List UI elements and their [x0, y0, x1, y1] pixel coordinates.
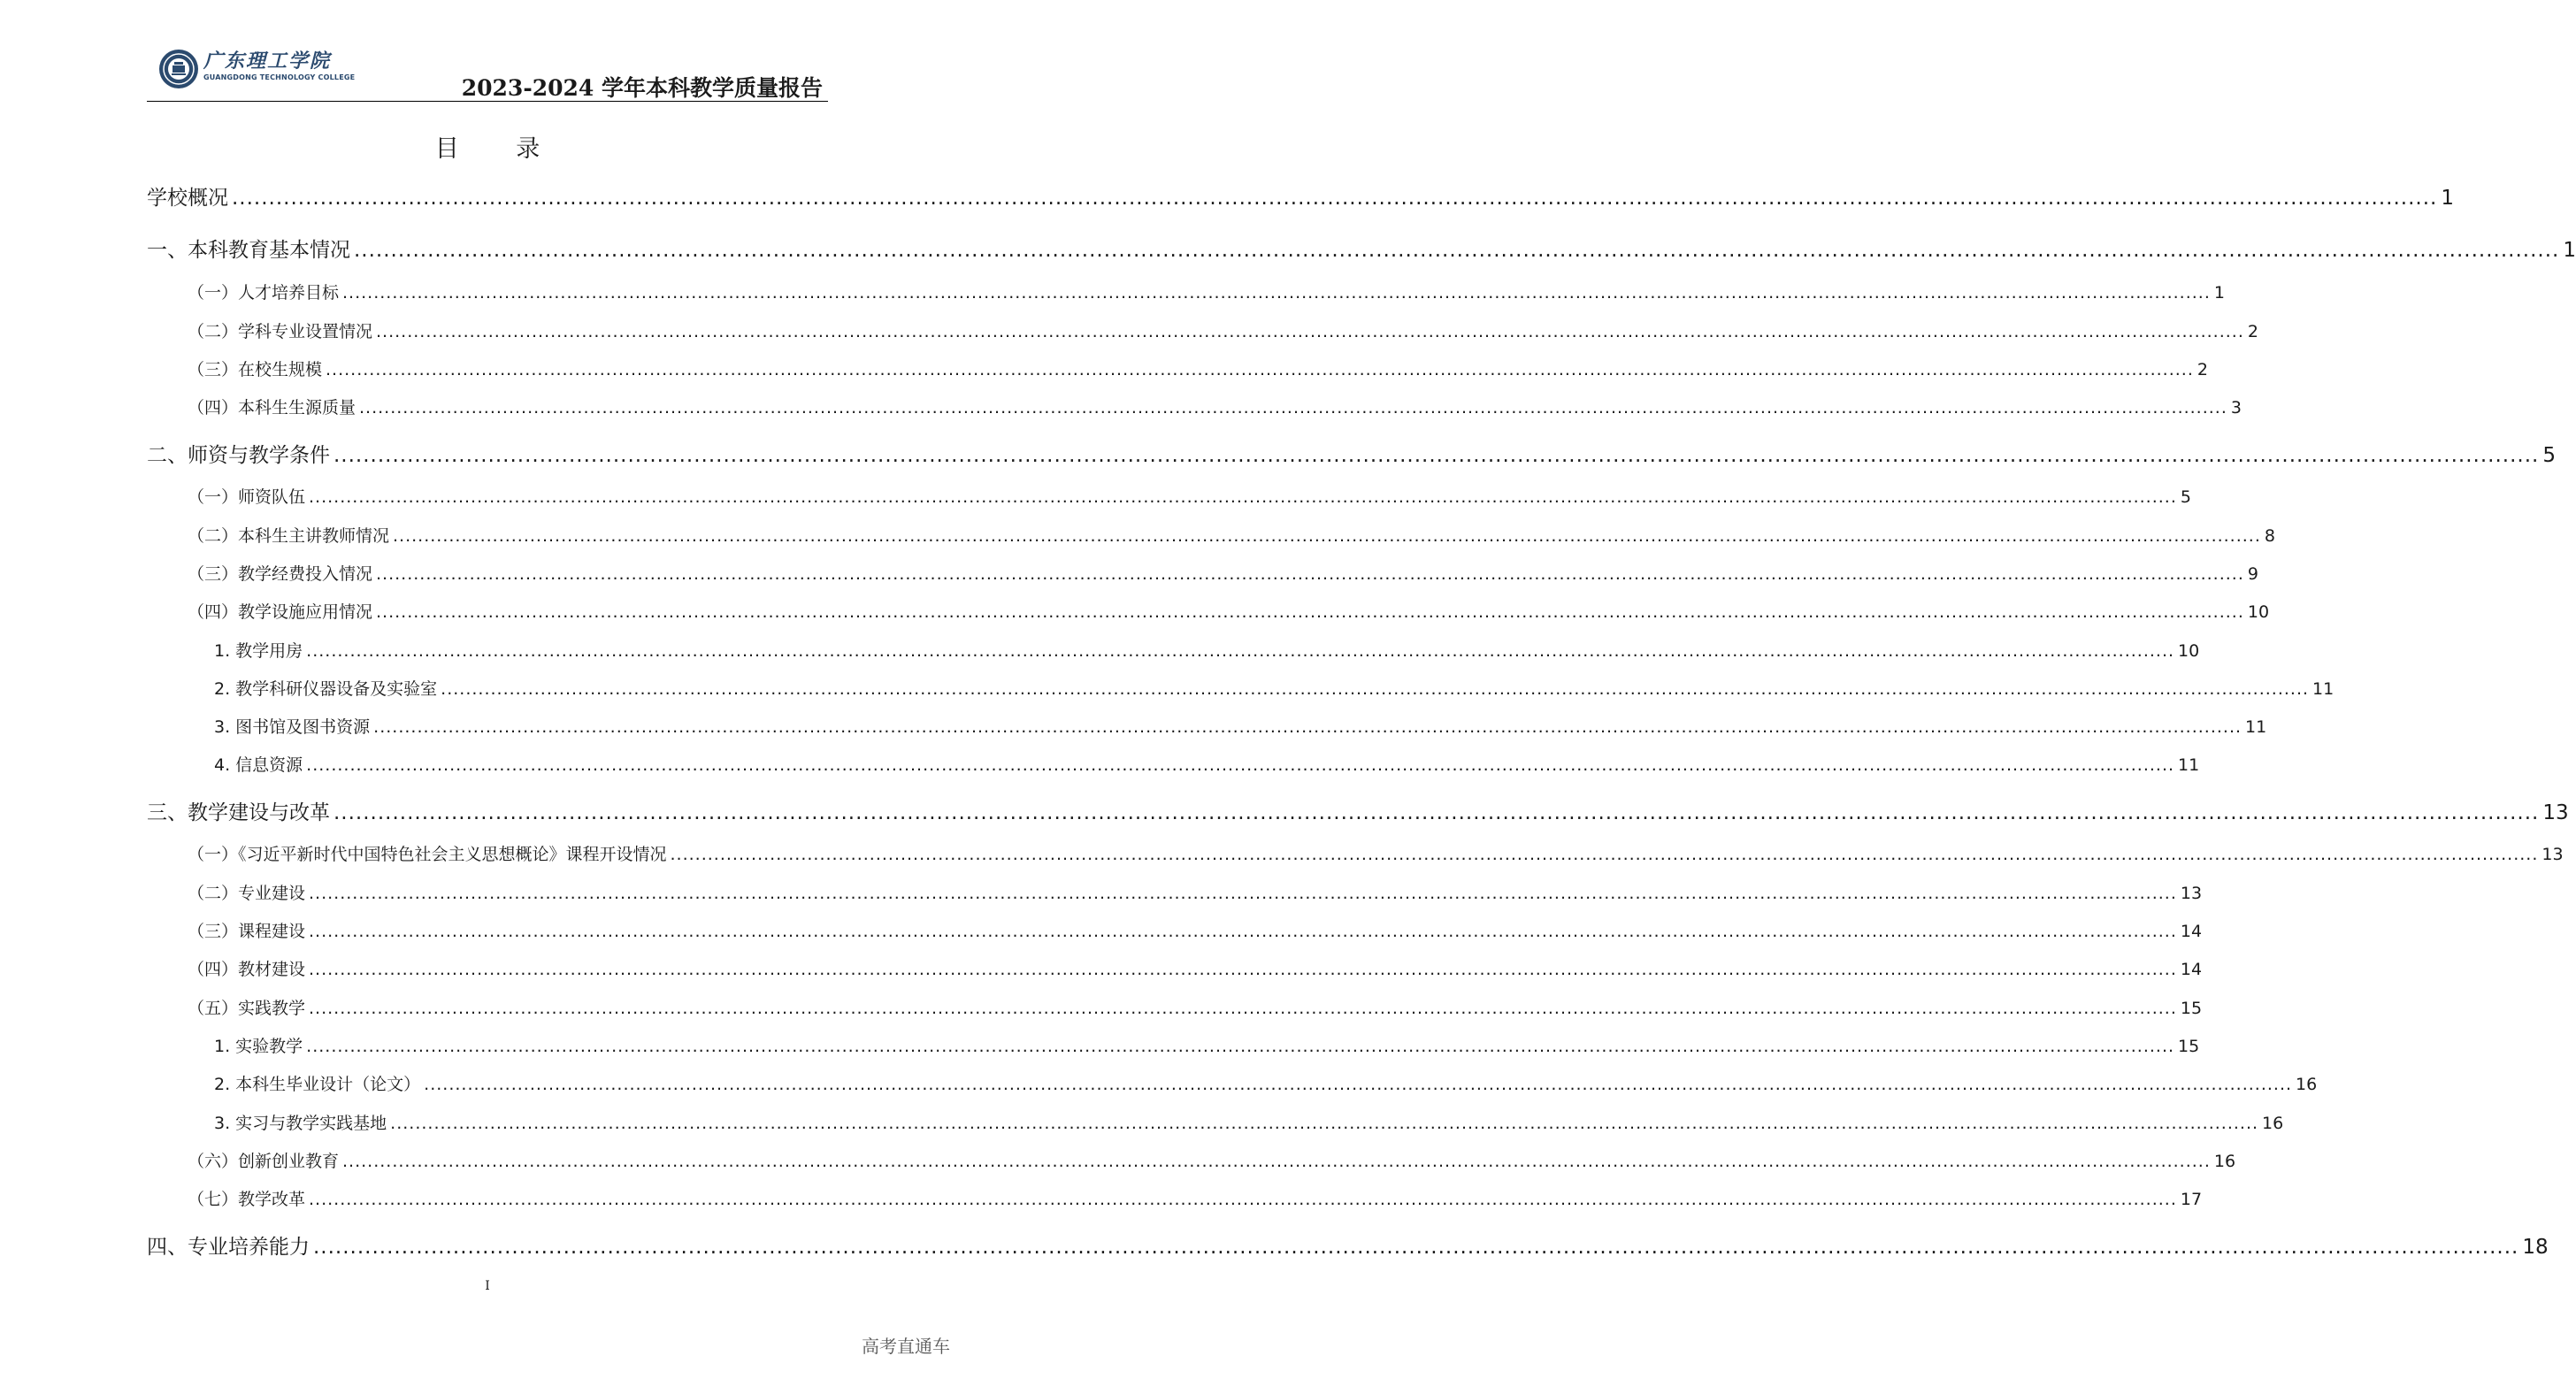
toc-entry-label: （三）在校生规模: [188, 360, 323, 379]
toc-entry-page: 11: [2178, 755, 2200, 775]
toc-entry-page: 1: [2563, 239, 2576, 262]
toc-entry[interactable]: [188, 880, 2203, 904]
toc-entry-page: 1: [2441, 187, 2454, 210]
toc-entry-page: 2: [2247, 322, 2258, 341]
toc-entry[interactable]: [188, 395, 2242, 418]
toc-leader-dots: ............................................................................................................................................................................................................................................................................................................: [393, 526, 2261, 546]
toc-entry[interactable]: [214, 1033, 2200, 1057]
toc-entry[interactable]: [188, 995, 2203, 1019]
watermark: 高考直通车: [862, 1336, 950, 1357]
toc-entry-label: 一、本科教育基本情况: [147, 239, 350, 262]
toc-entry-page: 3: [2230, 398, 2242, 418]
toc-entry-page: 13: [2542, 801, 2569, 824]
toc-entry-label: 二、师资与教学条件: [147, 444, 330, 467]
toc-entry-page: 14: [2180, 960, 2203, 979]
toc-title: 目 录: [434, 135, 565, 163]
toc-entry-page: 8: [2264, 526, 2275, 546]
toc-entry[interactable]: [214, 1071, 2318, 1095]
toc-leader-dots: ............................................................................................................................................................................................................................................................................................................: [309, 960, 2177, 979]
toc-entry-label: 1. 实验教学: [214, 1037, 303, 1056]
toc-entry[interactable]: [214, 676, 2334, 700]
toc-leader-dots: ............................................................................................................................................................................................................................................................................................................: [309, 884, 2177, 903]
toc-entry-page: 17: [2180, 1190, 2203, 1209]
toc-entry-label: 三、教学建设与改革: [147, 801, 330, 824]
toc-leader-dots: ............................................................................................................................................................................................................................................................................................................: [326, 360, 2194, 379]
toc-entry-page: 14: [2180, 922, 2203, 941]
toc-leader-dots: ............................................................................................................................................................................................................................................................................................................: [390, 1114, 2259, 1133]
toc-entry-label: （四）教材建设: [188, 960, 306, 979]
toc-entry[interactable]: [147, 1230, 2549, 1260]
toc-entry-page: 10: [2247, 602, 2270, 622]
toc-entry-label: 1. 教学用房: [214, 641, 303, 661]
toc-entry-label: （四）本科生生源质量: [188, 398, 356, 418]
toc-entry[interactable]: [188, 318, 2258, 342]
toc-leader-dots: ............................................................................................................................................................................................................................................................................................................: [342, 1152, 2211, 1171]
toc-entry[interactable]: [188, 956, 2203, 980]
toc-entry-label: （四）教学设施应用情况: [188, 602, 373, 622]
toc-entry-label: （二）专业建设: [188, 884, 306, 903]
toc-entry[interactable]: [188, 280, 2225, 303]
toc-entry[interactable]: [214, 752, 2200, 776]
toc-entry[interactable]: [188, 1148, 2236, 1172]
report-title: 2023-2024 学年本科教学质量报告: [461, 75, 823, 101]
toc-entry[interactable]: [147, 796, 2569, 825]
toc-entry[interactable]: [147, 234, 2576, 263]
toc-leader-dots: ............................................................................................................................................................................................................................................................................................................: [313, 1236, 2519, 1259]
toc-leader-dots: ............................................................................................................................................................................................................................................................................................................: [376, 322, 2244, 341]
page-header: [147, 41, 828, 103]
toc-entry-page: 13: [2180, 884, 2203, 903]
toc-entry-page: 18: [2522, 1236, 2549, 1259]
toc-entry-label: （三）教学经费投入情况: [188, 564, 373, 584]
toc-entry-page: 11: [2312, 679, 2334, 699]
toc-leader-dots: ............................................................................................................................................................................................................................................................................................................: [376, 564, 2244, 584]
toc-leader-dots: ............................................................................................................................................................................................................................................................................................................: [334, 444, 2540, 467]
toc-entry-label: （五）实践教学: [188, 999, 306, 1018]
toc-entry-label: （三）课程建设: [188, 922, 306, 941]
page-number: I: [485, 1279, 490, 1293]
toc-entry-label: （二）学科专业设置情况: [188, 322, 373, 341]
header-divider: [147, 101, 828, 102]
toc-leader-dots: ............................................................................................................................................................................................................................................................................................................: [373, 717, 2242, 737]
toc-entry[interactable]: [214, 714, 2267, 738]
toc-entry-page: 15: [2180, 999, 2203, 1018]
toc-entry[interactable]: [214, 638, 2200, 662]
toc-entry-label: （一）师资队伍: [188, 487, 306, 507]
toc-entry[interactable]: [188, 356, 2208, 380]
toc-leader-dots: ............................................................................................................................................................................................................................................................................................................: [354, 239, 2560, 262]
toc-leader-dots: ............................................................................................................................................................................................................................................................................................................: [441, 679, 2310, 699]
toc-entry[interactable]: [188, 1186, 2203, 1210]
toc-entry-page: 5: [2542, 444, 2556, 467]
logo-name-cn: 广东理工学院: [203, 50, 332, 73]
toc-entry-label: （六）创新创业教育: [188, 1152, 340, 1171]
toc-entry-label: 2. 本科生毕业设计（论文）: [214, 1075, 421, 1094]
toc-leader-dots: ............................................................................................................................................................................................................................................................................................................: [424, 1075, 2293, 1094]
toc-entry-page: 16: [2213, 1152, 2236, 1171]
toc-entry-page: 16: [2262, 1114, 2284, 1133]
toc-entry-label: （二）本科生主讲教师情况: [188, 526, 390, 546]
toc-entry[interactable]: [188, 599, 2270, 623]
toc-entry-page: 1: [2213, 283, 2225, 303]
toc-entry-label: （一）《习近平新时代中国特色社会主义思想概论》课程开设情况: [188, 845, 667, 864]
toc-entry-label: 4. 信息资源: [214, 755, 303, 775]
toc-entry-page: 5: [2180, 487, 2191, 507]
toc-entry-page: 13: [2542, 845, 2564, 864]
toc-entry[interactable]: [188, 523, 2275, 547]
toc-entry-label: 学校概况: [147, 187, 228, 210]
toc-leader-dots: ............................................................................................................................................................................................................................................................................................................: [342, 283, 2211, 303]
college-logo-icon: [157, 48, 200, 90]
toc-entry[interactable]: [188, 918, 2203, 942]
toc-entry[interactable]: [147, 439, 2556, 468]
toc-leader-dots: ............................................................................................................................................................................................................................................................................................................: [359, 398, 2227, 418]
toc-leader-dots: ............................................................................................................................................................................................................................................................................................................: [306, 755, 2175, 775]
toc-entry-page: 9: [2247, 564, 2258, 584]
toc-entry-label: 2. 教学科研仪器设备及实验室: [214, 679, 438, 699]
toc-leader-dots: ............................................................................................................................................................................................................................................................................................................: [306, 1037, 2175, 1056]
toc-leader-dots: ............................................................................................................................................................................................................................................................................................................: [670, 845, 2539, 864]
toc-leader-dots: ............................................................................................................................................................................................................................................................................................................: [306, 641, 2175, 661]
toc-entry-page: 10: [2178, 641, 2200, 661]
toc-leader-dots: ............................................................................................................................................................................................................................................................................................................: [309, 999, 2177, 1018]
toc-entry-page: 11: [2245, 717, 2267, 737]
toc-leader-dots: ............................................................................................................................................................................................................................................................................................................: [309, 1190, 2177, 1209]
toc-entry[interactable]: [214, 1110, 2284, 1134]
toc-entry[interactable]: [147, 181, 2454, 211]
toc-entry-page: 2: [2196, 360, 2208, 379]
toc-entry-page: 15: [2178, 1037, 2200, 1056]
toc-leader-dots: ............................................................................................................................................................................................................................................................................................................: [309, 922, 2177, 941]
toc-entry[interactable]: [188, 484, 2191, 508]
toc-leader-dots: ............................................................................................................................................................................................................................................................................................................: [334, 801, 2540, 824]
toc-entry-label: 3. 图书馆及图书资源: [214, 717, 371, 737]
toc-leader-dots: ............................................................................................................................................................................................................................................................................................................: [376, 602, 2244, 622]
toc-leader-dots: ............................................................................................................................................................................................................................................................................................................: [232, 187, 2438, 210]
toc-leader-dots: ............................................................................................................................................................................................................................................................................................................: [309, 487, 2177, 507]
toc-entry-label: 3. 实习与教学实践基地: [214, 1114, 387, 1133]
toc-entry[interactable]: [188, 841, 2564, 865]
toc-entry-label: （七）教学改革: [188, 1190, 306, 1209]
toc-entry[interactable]: [188, 561, 2258, 585]
toc-entry-label: （一）人才培养目标: [188, 283, 340, 303]
toc-entry-page: 16: [2296, 1075, 2318, 1094]
toc-entry-label: 四、专业培养能力: [147, 1236, 310, 1259]
logo-name-en: GUANGDONG TECHNOLOGY COLLEGE: [203, 73, 356, 81]
